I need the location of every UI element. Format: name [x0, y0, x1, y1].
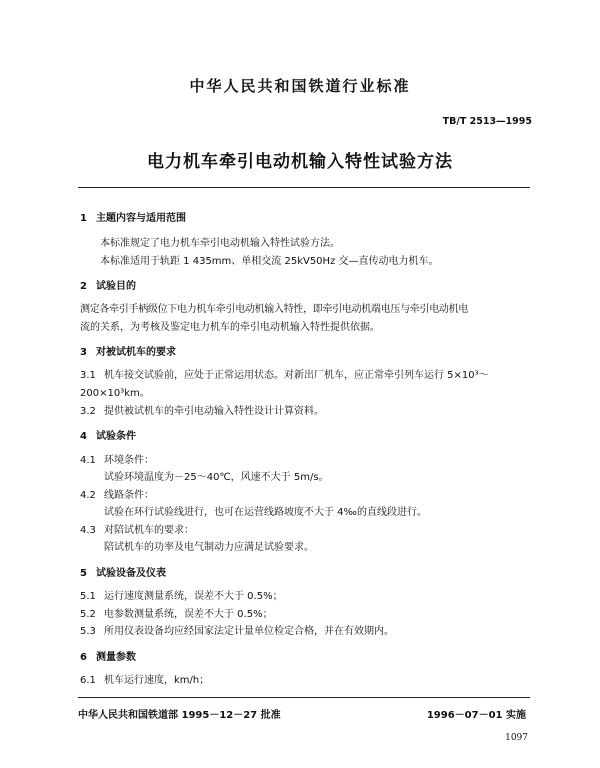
- section-number: 4: [80, 431, 87, 442]
- clause-5-3: [80, 622, 394, 637]
- clause-3-2: [80, 402, 324, 417]
- clause-number: 5.2: [80, 609, 96, 620]
- clause-4-2-body: 试验在环行试验线进行，也可在运营线路坡度不大于 4‰的直线段进行。: [104, 507, 427, 518]
- section-title: 试验目的: [96, 281, 136, 292]
- standard-number: TB/T 2513—1995: [442, 116, 532, 127]
- section-title: 试验设备及仪表: [96, 568, 166, 579]
- clause-number: 5.1: [80, 591, 96, 602]
- section-title: 测量参数: [96, 652, 136, 663]
- effective-date: 1996－07－01 实施: [426, 710, 526, 721]
- clause-4-1-body: 试验环境温度为－25～40℃，风速不大于 5m/s。: [104, 472, 329, 483]
- section-2-paragraph-1: 测定各牵引手柄级位下电力机车牵引电动机输入特性，即牵引电动机端电压与牵引电动机电: [80, 304, 468, 315]
- section-number: 5: [80, 568, 87, 579]
- clause-3-1-continued: 200×10³km。: [80, 388, 150, 399]
- clause-text: 提供被试机车的牵引电动输入特性设计计算资料。: [104, 406, 324, 417]
- clause-6-1: [80, 671, 209, 686]
- section-6-heading: [80, 648, 136, 663]
- section-5-heading: [80, 564, 166, 579]
- section-title: 试验条件: [96, 431, 136, 442]
- section-1-paragraph-1: 本标准规定了电力机车牵引电动机输入特性试验方法。: [100, 238, 340, 249]
- section-number: 2: [80, 281, 87, 292]
- clause-number: 4.3: [80, 525, 96, 536]
- section-number: 3: [80, 347, 87, 358]
- section-number: 6: [80, 652, 87, 663]
- section-2-heading: [80, 277, 136, 292]
- document-title: 电力机车牵引电动机输入特性试验方法: [147, 152, 453, 172]
- clause-number: 4.1: [80, 455, 96, 466]
- section-3-heading: [80, 343, 176, 358]
- header-rule: [78, 187, 530, 188]
- clause-4-1: [80, 451, 154, 466]
- clause-text: 环境条件：: [104, 455, 154, 466]
- clause-4-3-body: 陪试机车的功率及电气制动力应满足试验要求。: [104, 542, 314, 553]
- approval-line: 中华人民共和国铁道部 1995－12－27 批准: [78, 710, 281, 721]
- clause-number: 3.2: [80, 406, 96, 417]
- section-title: 主题内容与适用范围: [96, 213, 186, 224]
- standard-org-header: 中华人民共和国铁道行业标准: [189, 77, 411, 95]
- clause-number: 4.2: [80, 490, 96, 501]
- section-title: 对被试机车的要求: [96, 347, 176, 358]
- clause-text: 对陪试机车的要求：: [104, 525, 194, 536]
- clause-number: 6.1: [80, 675, 96, 686]
- section-1-paragraph-2: 本标准适用于轨距 1 435mm、单相交流 25kV50Hz 交—直传动电力机车。: [100, 256, 439, 267]
- clause-number: 5.3: [80, 626, 96, 637]
- clause-text: 运行速度测量系统，误差不大于 0.5%；: [104, 591, 283, 602]
- clause-text: 电参数测量系统，误差不大于 0.5%；: [104, 609, 273, 620]
- section-4-heading: [80, 427, 136, 442]
- clause-5-2: [80, 605, 273, 620]
- clause-text: 所用仪表设备均应经国家法定计量单位检定合格，并在有效期内。: [104, 626, 394, 637]
- clause-text: 机车运行速度，km/h；: [104, 675, 210, 686]
- clause-number: 3.1: [80, 370, 96, 381]
- section-2-paragraph-2: 流的关系，为考核及鉴定电力机车的牵引电动机输入特性提供依据。: [80, 322, 380, 333]
- clause-4-3: [80, 521, 194, 536]
- clause-3-1: [80, 366, 489, 381]
- page-number: 1097: [505, 733, 528, 743]
- clause-text: 线路条件：: [104, 490, 154, 501]
- clause-5-1: [80, 587, 283, 602]
- section-number: 1: [80, 213, 87, 224]
- section-1-heading: [80, 209, 186, 224]
- clause-text: 机车接交试验前，应处于正常运用状态。对新出厂机车，应正常牵引列车运行 5×10³～: [104, 370, 489, 381]
- footer-rule: [78, 697, 530, 698]
- clause-4-2: [80, 486, 154, 501]
